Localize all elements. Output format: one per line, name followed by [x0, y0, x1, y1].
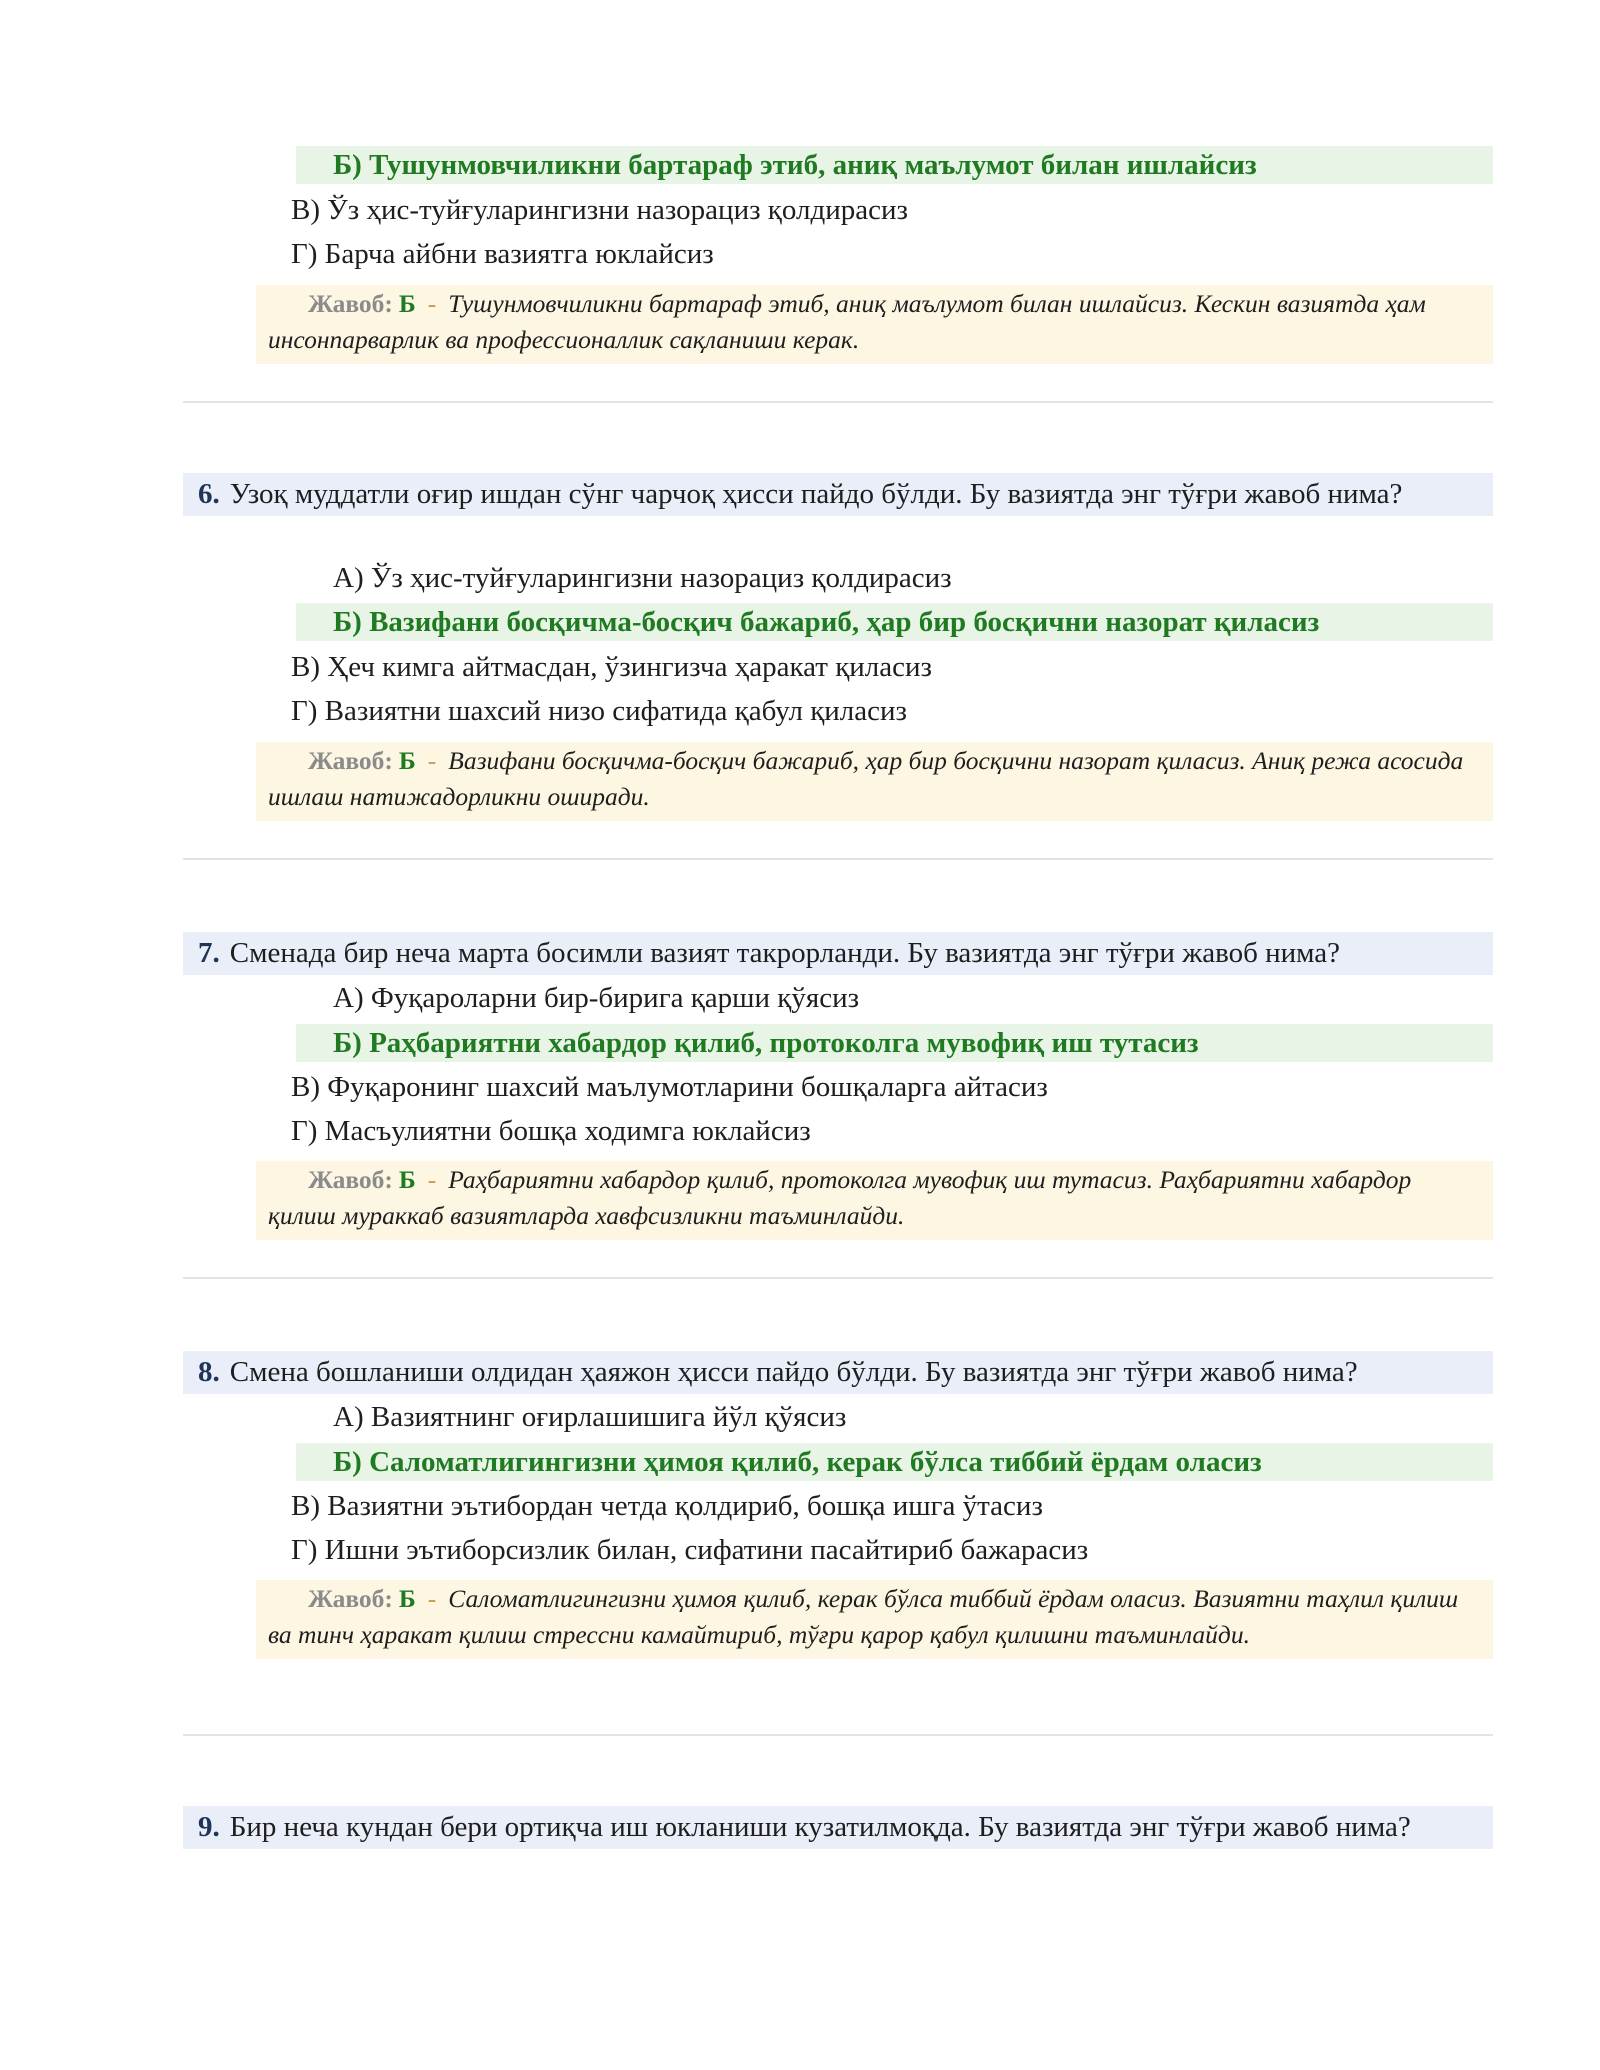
question-6: [183, 473, 1493, 516]
answer-text: Тушунмовчиликни бартараф этиб, аниқ маълумот билан ишлайсиз. Кескин вазиятда ҳам инсонпарварлик ва профессионаллик сақланиши керак.: [268, 289, 1426, 354]
answer-box: [256, 1161, 1493, 1240]
separator: [183, 401, 1493, 403]
option-v: В) Ўз ҳис-туйғуларингизни назорациз қолдирасиз: [291, 194, 908, 226]
answer-text: Саломатлигингизни ҳимоя қилиб, керак бўлса тиббий ёрдам оласиз. Вазиятни таҳлил қилиш ва тинч ҳаракат қилиш стрессни камайтириб, тўғри қарор қабул қилишни таъминлайди.: [268, 1584, 1459, 1649]
option-b-correct: Б) Раҳбариятни хабардор қилиб, протоколга мувофиқ иш тутасиз: [296, 1024, 1493, 1062]
option-b-correct: Б) Тушунмовчиликни бартараф этиб, аниқ маълумот билан ишлайсиз: [296, 146, 1493, 184]
answer-dash: -: [427, 1584, 437, 1613]
answer-label: Жавоб:: [308, 289, 393, 318]
answer-box: [256, 742, 1493, 821]
answer-label: Жавоб:: [308, 1165, 393, 1194]
question-text: Смена бошланиши олдидан ҳаяжон ҳисси пайдо бўлди. Бу вазиятда энг тўғри жавоб нима?: [229, 1356, 1358, 1388]
option-a: А) Вазиятнинг оғирлашишига йўл қўясиз: [333, 1401, 847, 1433]
answer-text: Вазифани босқичма-босқич бажариб, ҳар бир босқични назорат қиласиз. Аниқ режа асосида ишлаш натижадорликни оширади.: [268, 746, 1464, 811]
question-number: 8.: [198, 1356, 220, 1388]
option-g: Г) Ишни эътиборсизлик билан, сифатини пасайтириб бажарасиз: [291, 1534, 1089, 1566]
option-g: Г) Барча айбни вазиятга юклайсиз: [291, 238, 714, 270]
answer-letter: Б: [398, 1165, 416, 1194]
answer-dash: -: [427, 746, 437, 775]
option-g: Г) Масъулиятни бошқа ходимга юклайсиз: [291, 1115, 811, 1147]
answer-letter: Б: [398, 746, 416, 775]
option-v: В) Фуқаронинг шахсий маълумотларини бошқаларга айтасиз: [291, 1071, 1048, 1103]
separator: [183, 1277, 1493, 1279]
answer-dash: -: [427, 289, 437, 318]
answer-letter: Б: [398, 289, 416, 318]
question-number: 9.: [198, 1811, 220, 1843]
option-b-correct: Б) Вазифани босқичма-босқич бажариб, ҳар бир босқични назорат қиласиз: [296, 603, 1493, 641]
answer-label: Жавоб:: [308, 746, 393, 775]
option-a: А) Ўз ҳис-туйғуларингизни назорациз қолдирасиз: [333, 562, 952, 594]
question-text: Узоқ муддатли оғир ишдан сўнг чарчоқ ҳисси пайдо бўлди. Бу вазиятда энг тўғри жавоб нима?: [229, 478, 1403, 510]
answer-dash: -: [427, 1165, 437, 1194]
question-7: [183, 932, 1493, 975]
question-text: Бир неча кундан бери ортиқча иш юкланиши кузатилмоқда. Бу вазиятда энг тўғри жавоб нима?: [229, 1811, 1411, 1843]
answer-box: [256, 1580, 1493, 1659]
question-text: Сменада бир неча марта босимли вазият такрорланди. Бу вазиятда энг тўғри жавоб нима?: [229, 937, 1341, 969]
question-8: [183, 1351, 1493, 1394]
answer-box: [256, 285, 1493, 364]
option-g: Г) Вазиятни шахсий низо сифатида қабул қиласиз: [291, 695, 907, 727]
question-number: 6.: [198, 478, 220, 510]
option-v: В) Ҳеч кимга айтмасдан, ўзингизча ҳаракат қиласиз: [291, 651, 932, 683]
answer-label: Жавоб:: [308, 1584, 393, 1613]
option-v: В) Вазиятни эътибордан четда қолдириб, бошқа ишга ўтасиз: [291, 1490, 1043, 1522]
option-b-correct: Б) Саломатлигингизни ҳимоя қилиб, керак бўлса тиббий ёрдам оласиз: [296, 1443, 1493, 1481]
separator: [183, 1734, 1493, 1736]
separator: [183, 858, 1493, 860]
option-a: А) Фуқароларни бир-бирига қарши қўясиз: [333, 982, 860, 1014]
answer-text: Раҳбариятни хабардор қилиб, протоколга мувофиқ иш тутасиз. Раҳбариятни хабардор қилиш мураккаб вазиятларда хавфсизликни таъминлайди.: [268, 1165, 1412, 1230]
answer-letter: Б: [398, 1584, 416, 1613]
question-number: 7.: [198, 937, 220, 969]
question-9: [183, 1806, 1493, 1849]
